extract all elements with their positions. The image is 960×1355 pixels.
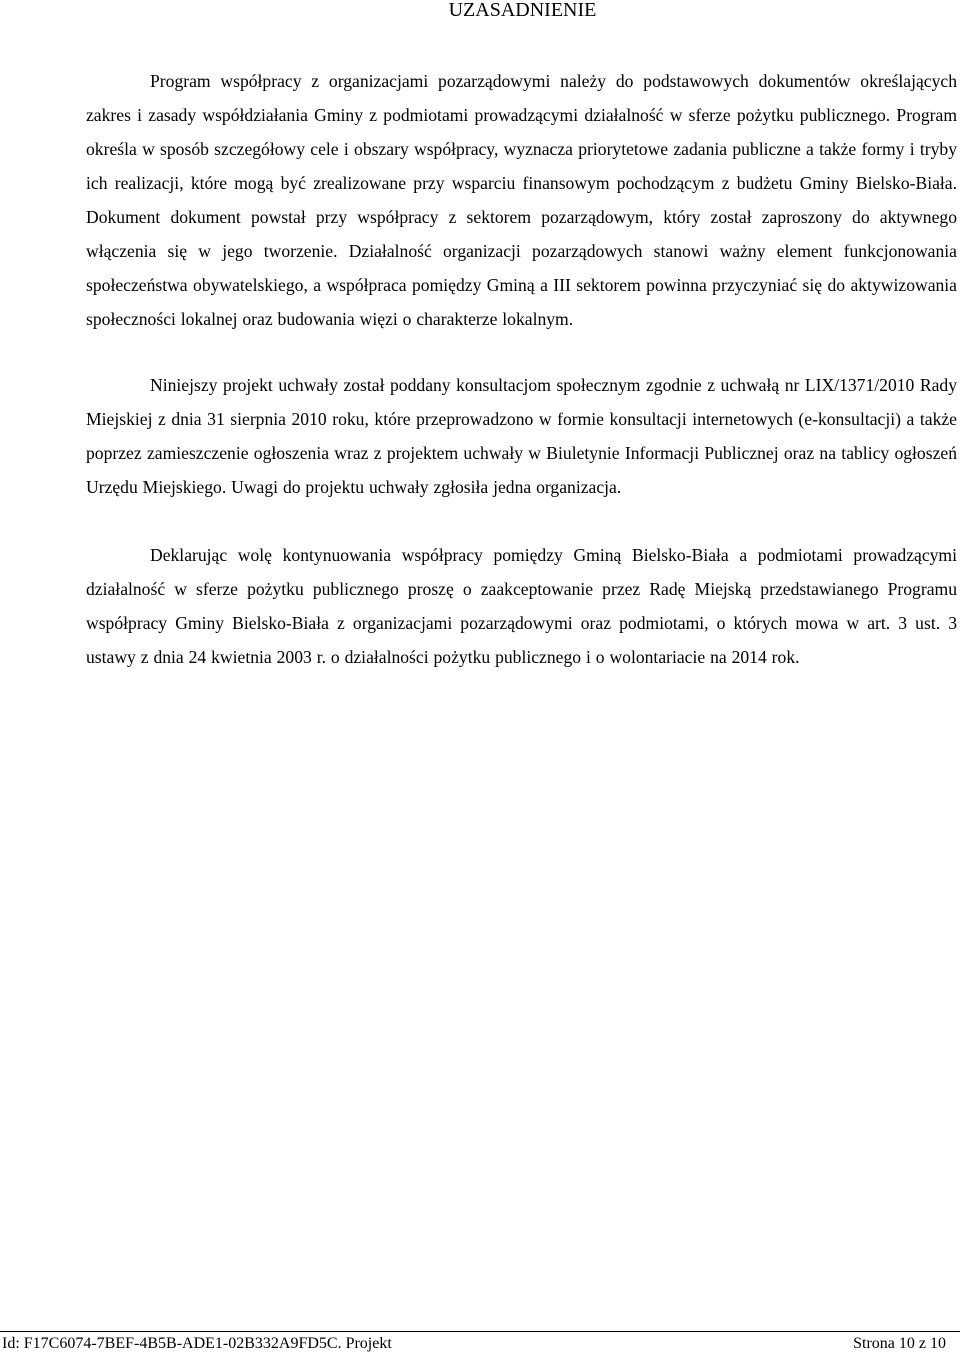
page-title: UZASADNIENIE [448,0,597,21]
page-footer [0,1331,960,1355]
paragraph-request-approval: Deklarując wolę kontynuowania współpracy pomiędzy Gminą Bielsko-Biała a podmiotami prowadzącymi działalność w sferze pożytku publicznego proszę o zaakceptowanie przez Radę Miejską przedstawianego Programu współpracy Gminy Bielsko-Biała z organizacjami pozarządowymi oraz podmiotami, o których mowa w art. 3 ust. 3 ustawy z dnia 24 kwietnia 2003 r. o działalności pożytku publicznego i o wolontariacie na 2014 rok. [86,545,957,667]
paragraph-program-purpose: Program współpracy z organizacjami pozarządowymi należy do podstawowych dokumentów określających zakres i zasady współdziałania Gminy z podmiotami prowadzącymi działalność w sferze pożytku publicznego. Program określa w sposób szczegółowy cele i obszary współpracy, wyznacza priorytetowe zadania publiczne a także formy i tryby ich realizacji, które mogą być zrealizowane przy wsparciu finansowym pochodzącym z budżetu Gminy Bielsko-Biała. Dokument dokument powstał przy współpracy z sektorem pozarządowym, który został zaproszony do aktywnego włączenia się w jego tworzenie. Działalność organizacji pozarządowych stanowi ważny element funkcjonowania społeczeństwa obywatelskiego, a współpraca pomiędzy Gminą a III sektorem powinna przyczyniać się do aktywizowania społeczności lokalnej oraz budowania więzi o charakterze lokalnym. [86,71,957,329]
document-id: Id: F17C6074-7BEF-4B5B-ADE1-02B332A9FD5C. Projekt [2,1335,392,1352]
page-number: Strona 10 z 10 [853,1335,946,1352]
paragraph-consultations: Niniejszy projekt uchwały został poddany konsultacjom społecznym zgodnie z uchwałą nr LIX/1371/2010 Rady Miejskiej z dnia 31 sierpnia 2010 roku, które przeprowadzono w formie konsultacji internetowych (e-konsultacji) a także poprzez zamieszczenie ogłoszenia wraz z projektem uchwały w Biuletynie Informacji Publicznej oraz na tablicy ogłoszeń Urzędu Miejskiego. Uwagi do projektu uchwały zgłosiła jedna organizacja. [86,375,957,497]
